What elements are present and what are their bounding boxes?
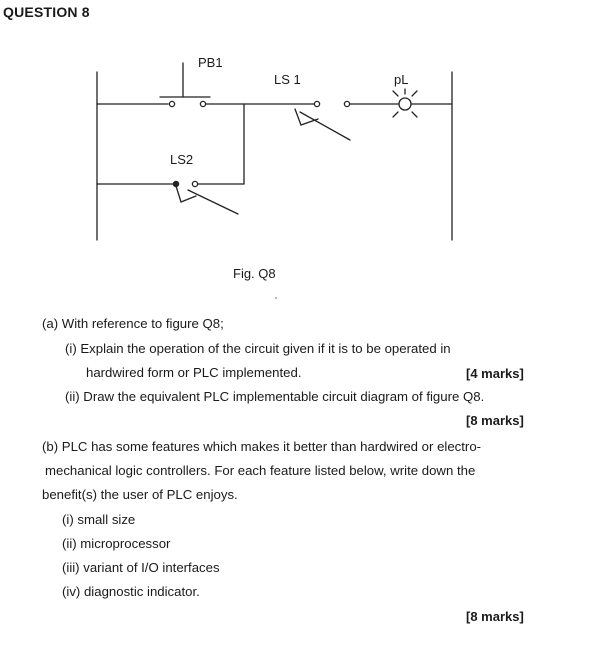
part-a-intro: (a) With reference to figure Q8; <box>42 316 224 331</box>
ls1-contact-left <box>314 101 319 106</box>
ls1-arm <box>300 112 350 140</box>
part-a-i-marks: [4 marks] <box>466 366 524 381</box>
ls2-arm <box>188 190 238 214</box>
ls2-label: LS2 <box>170 152 194 167</box>
pb1-label: PB1 <box>198 55 223 70</box>
part-b-item: (ii) microprocessor <box>62 536 171 551</box>
part-a-ii-line: (ii) Draw the equivalent PLC implementable circuit diagram of figure Q8. <box>65 389 485 404</box>
part-b-item: (iv) diagnostic indicator. <box>62 584 200 599</box>
part-b-marks: [8 marks] <box>466 609 524 624</box>
ls1-label: LS 1 <box>274 72 301 87</box>
ls2-actuator <box>176 186 196 202</box>
pb1-contact-right <box>200 101 205 106</box>
part-b-line2: mechanical logic controllers. For each feature listed below, write down the <box>45 463 476 478</box>
ls1-actuator <box>295 109 318 125</box>
lamp-label: pL <box>394 72 409 87</box>
part-b-item: (i) small size <box>62 512 136 527</box>
part-b-item: (iii) variant of I/O interfaces <box>62 560 220 575</box>
part-a-i-line1: (i) Explain the operation of the circuit given if it is to be operated in <box>65 341 451 356</box>
question-heading: QUESTION 8 <box>3 4 90 20</box>
pilot-lamp <box>399 98 411 110</box>
part-a-ii-marks: [8 marks] <box>466 413 524 428</box>
ls1-contact-right <box>344 101 349 106</box>
part-a-i-line2: hardwired form or PLC implemented. <box>86 365 302 380</box>
figure-caption: Fig. Q8 <box>233 266 276 281</box>
ls2-contact-right <box>192 181 197 186</box>
pb1-contact-left <box>169 101 174 106</box>
part-b-line3: benefit(s) the user of PLC enjoys. <box>42 487 238 502</box>
part-b-line1: (b) PLC has some features which makes it better than hardwired or electro- <box>42 439 482 454</box>
